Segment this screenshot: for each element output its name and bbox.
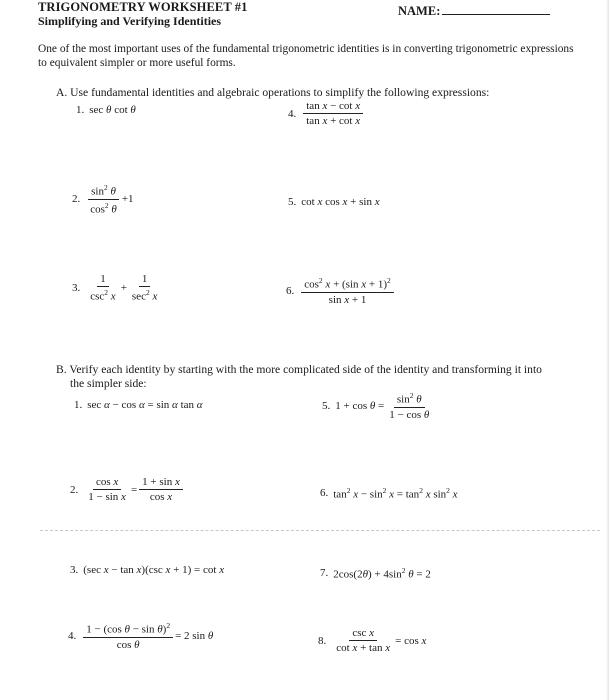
section-b-problem-5: 5. 1 + cos θ = $\frac{\sin^2 \theta}{\text{1 − cos θ}}$ <box>322 391 430 421</box>
section-b-problem-7: 7. $2\cos(2\theta) + 4\sin^2$ θ = 2 <box>320 566 431 581</box>
section-b-problem-8: 8. $\frac{\text{csc x}}{\text{cot x + tan x}}$ = cos x <box>318 627 427 654</box>
section-b-problem-3: 3. (sec x − tan x)(csc x + 1) = cot x <box>70 564 225 576</box>
intro-paragraph: One of the most important uses of the fundamental trigonometric identities is in converting trigonometric expressions to equivalent simpler or more useful forms. <box>38 43 574 69</box>
section-b-problem-6: 6. $\tan^2 x - \sin^2 x = \tan^2 x$ $\sin^2 x$ <box>320 486 458 501</box>
section-b-problem-2: 2. $\frac{\text{cos x}}{\text{1 − sin x}}$ = $\frac{\text{1 + sin x}}{\text{cos x}}$ <box>70 476 185 503</box>
section-a-problem-3: 3. $\frac{1}{\csc^2 x}$ + $\frac{1}{\sec^2 x}$ <box>72 273 158 303</box>
section-a-problem-1: 1. sec θ cot θ <box>76 104 136 116</box>
worksheet-title: TRIGONOMETRY WORKSHEET #1 <box>38 0 248 14</box>
section-b-problem-1: 1. sec α − cos α = sin α tan α <box>74 399 203 411</box>
section-b-instruction-line-2: the simpler side: <box>70 377 147 390</box>
section-b-instruction-line-1: B. Verify each identity by starting with the more complicated side of the identity and transforming it into <box>56 363 542 376</box>
name-blank-line <box>442 4 550 15</box>
section-a-problem-5: 5. cot x cos x + sin x <box>288 196 380 208</box>
scan-page-edge <box>606 0 609 700</box>
section-a-problem-6: 6. $\frac{\cos^2 x + (\sin x + 1)^2}{\text{sin x + 1}}$ <box>286 276 396 306</box>
section-b-problem-4: 4. $\frac{1 - (\cos \theta - \sin \theta)^2}{\text{cos θ}}$ = 2 sin θ <box>68 621 214 651</box>
name-field <box>398 4 550 19</box>
section-a-problem-4: 4. $\frac{\text{tan x − cot x}}{\text{tan x + cot x}}$ <box>288 100 365 127</box>
section-a-instruction: A. Use fundamental identities and algebraic operations to simplify the following expressions: <box>56 86 490 99</box>
name-label: NAME: <box>398 4 441 18</box>
section-a-problem-2: 2. $\frac{\sin^2 \theta}{\cos^2 \theta}$ +1 <box>72 183 134 216</box>
worksheet-subtitle: Simplifying and Verifying Identities <box>38 14 222 28</box>
scan-fold-line <box>40 530 600 531</box>
